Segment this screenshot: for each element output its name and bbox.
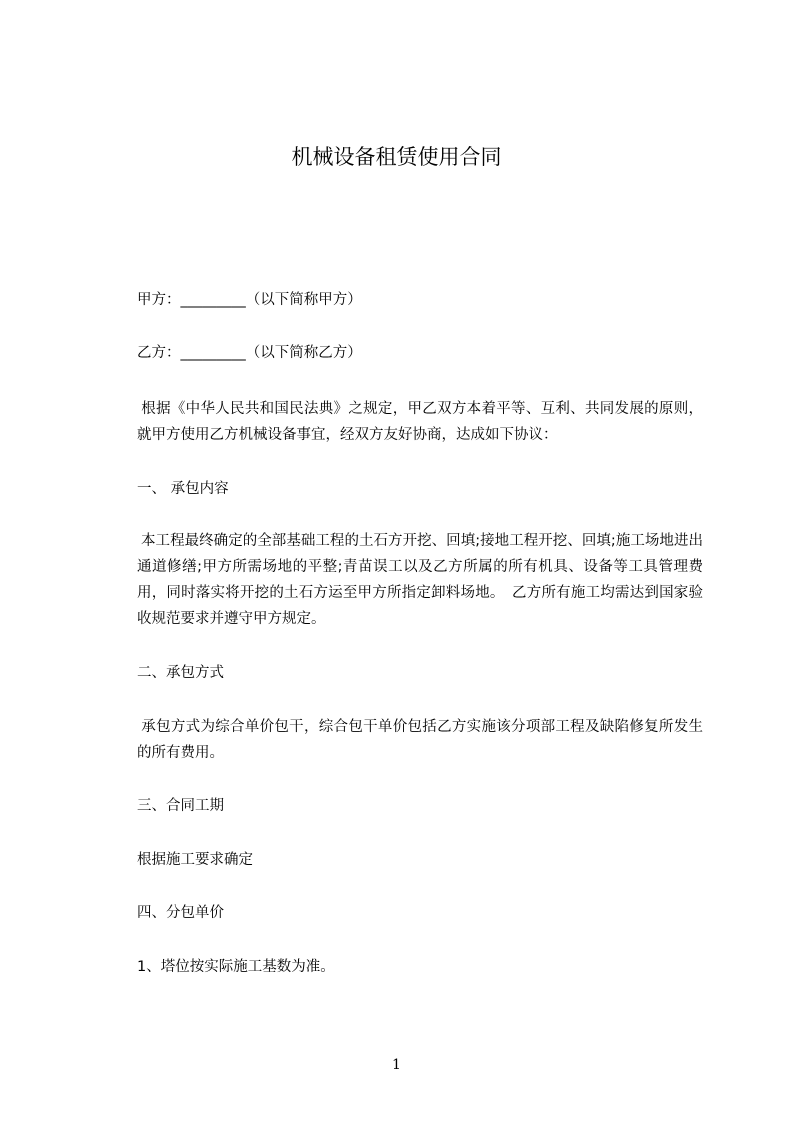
document-title: 机械设备租赁使用合同 xyxy=(291,145,502,169)
section-body-1 xyxy=(137,528,703,632)
section-heading-2: 二、承包方式 xyxy=(137,665,224,681)
section-heading-4: 四、分包单价 xyxy=(137,905,224,921)
section-body-2 xyxy=(137,714,703,766)
party-a-line: 甲方：_________（以下简称甲方） xyxy=(137,292,362,308)
section-heading-1: 一、 承包内容 xyxy=(137,481,229,497)
party-b-line: 乙方：_________（以下简称乙方） xyxy=(137,345,362,361)
page-number: 1 xyxy=(392,1057,401,1073)
preamble-paragraph xyxy=(137,396,703,448)
section-body-2-text: 承包方式为综合单价包干，综合包干单价包括乙方实施该分项部工程及缺陷修复所发生的所有费用。 xyxy=(137,719,703,761)
section-body-4: 1、塔位按实际施工基数为准。 xyxy=(137,959,335,975)
section-heading-3: 三、合同工期 xyxy=(137,798,224,814)
section-body-1-text: 本工程最终确定的全部基础工程的土石方开挖、回填;接地工程开挖、回填;施工场地进出通道修缮;甲方所需场地的平整;青苗误工以及乙方所属的所有机具、设备等工具管理费用，同时落实将开挖的土石方运至甲方所指定卸料场地。 乙方所有施工均需达到国家验收规范要求并遵守甲方规定。 xyxy=(137,533,703,627)
section-body-3: 根据施工要求确定 xyxy=(137,852,253,868)
preamble-text: 根据《中华人民共和国民法典》之规定，甲乙双方本着平等、互利、共同发展的原则，就甲方使用乙方机械设备事宜，经双方友好协商，达成如下协议： xyxy=(137,401,703,443)
